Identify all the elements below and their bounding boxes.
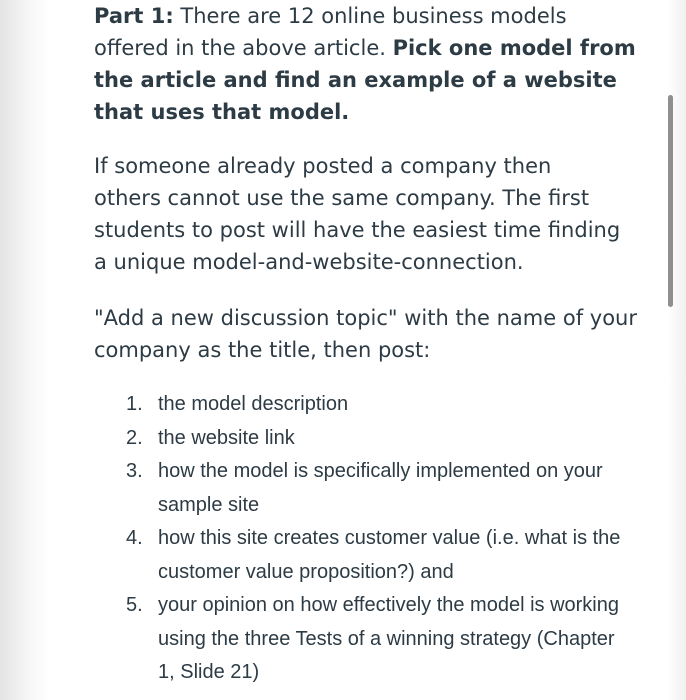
left-page-edge bbox=[0, 0, 50, 700]
part1-paragraph bbox=[94, 0, 639, 128]
part1-label: Part 1: bbox=[94, 4, 174, 28]
list-item-number: 4. bbox=[126, 527, 143, 549]
list-item-number: 2. bbox=[126, 426, 143, 449]
list-item-text: how this site creates customer value (i.e. what is the customer value proposition?) and bbox=[158, 527, 621, 583]
part1-instruction-text: Pick one model from the article and find an example of a website that uses that model. bbox=[94, 36, 636, 124]
list-item-text: the website link bbox=[158, 426, 295, 449]
list-item bbox=[126, 388, 626, 422]
list-item-number: 3. bbox=[126, 460, 143, 482]
list-item-text: your opinion on how effectively the model is working using the three Tests of a winning strategy (Chapter 1, Slide 21) bbox=[158, 594, 619, 683]
list-item bbox=[126, 522, 626, 589]
list-item bbox=[126, 422, 626, 456]
list-item-number: 1. bbox=[126, 393, 143, 415]
discussion-instructions-paragraph: "Add a new discussion topic" with the name of your company as the title, then post: bbox=[94, 306, 637, 362]
posting-rules-paragraph: If someone already posted a company then others cannot use the same company. The first students to post will have the easiest time finding a unique model-and-website-connection. bbox=[94, 154, 621, 274]
part1-intro-text: There are 12 online business models offered in the above article. bbox=[94, 4, 567, 60]
list-item bbox=[126, 455, 626, 522]
post-requirements-list bbox=[126, 388, 626, 690]
scrollbar-thumb[interactable] bbox=[668, 95, 673, 307]
list-item-number: 5. bbox=[126, 594, 143, 616]
list-item-text: the model description bbox=[158, 393, 349, 415]
list-item-text: how the model is specifically implemented on your sample site bbox=[158, 460, 603, 516]
list-item bbox=[126, 589, 626, 690]
